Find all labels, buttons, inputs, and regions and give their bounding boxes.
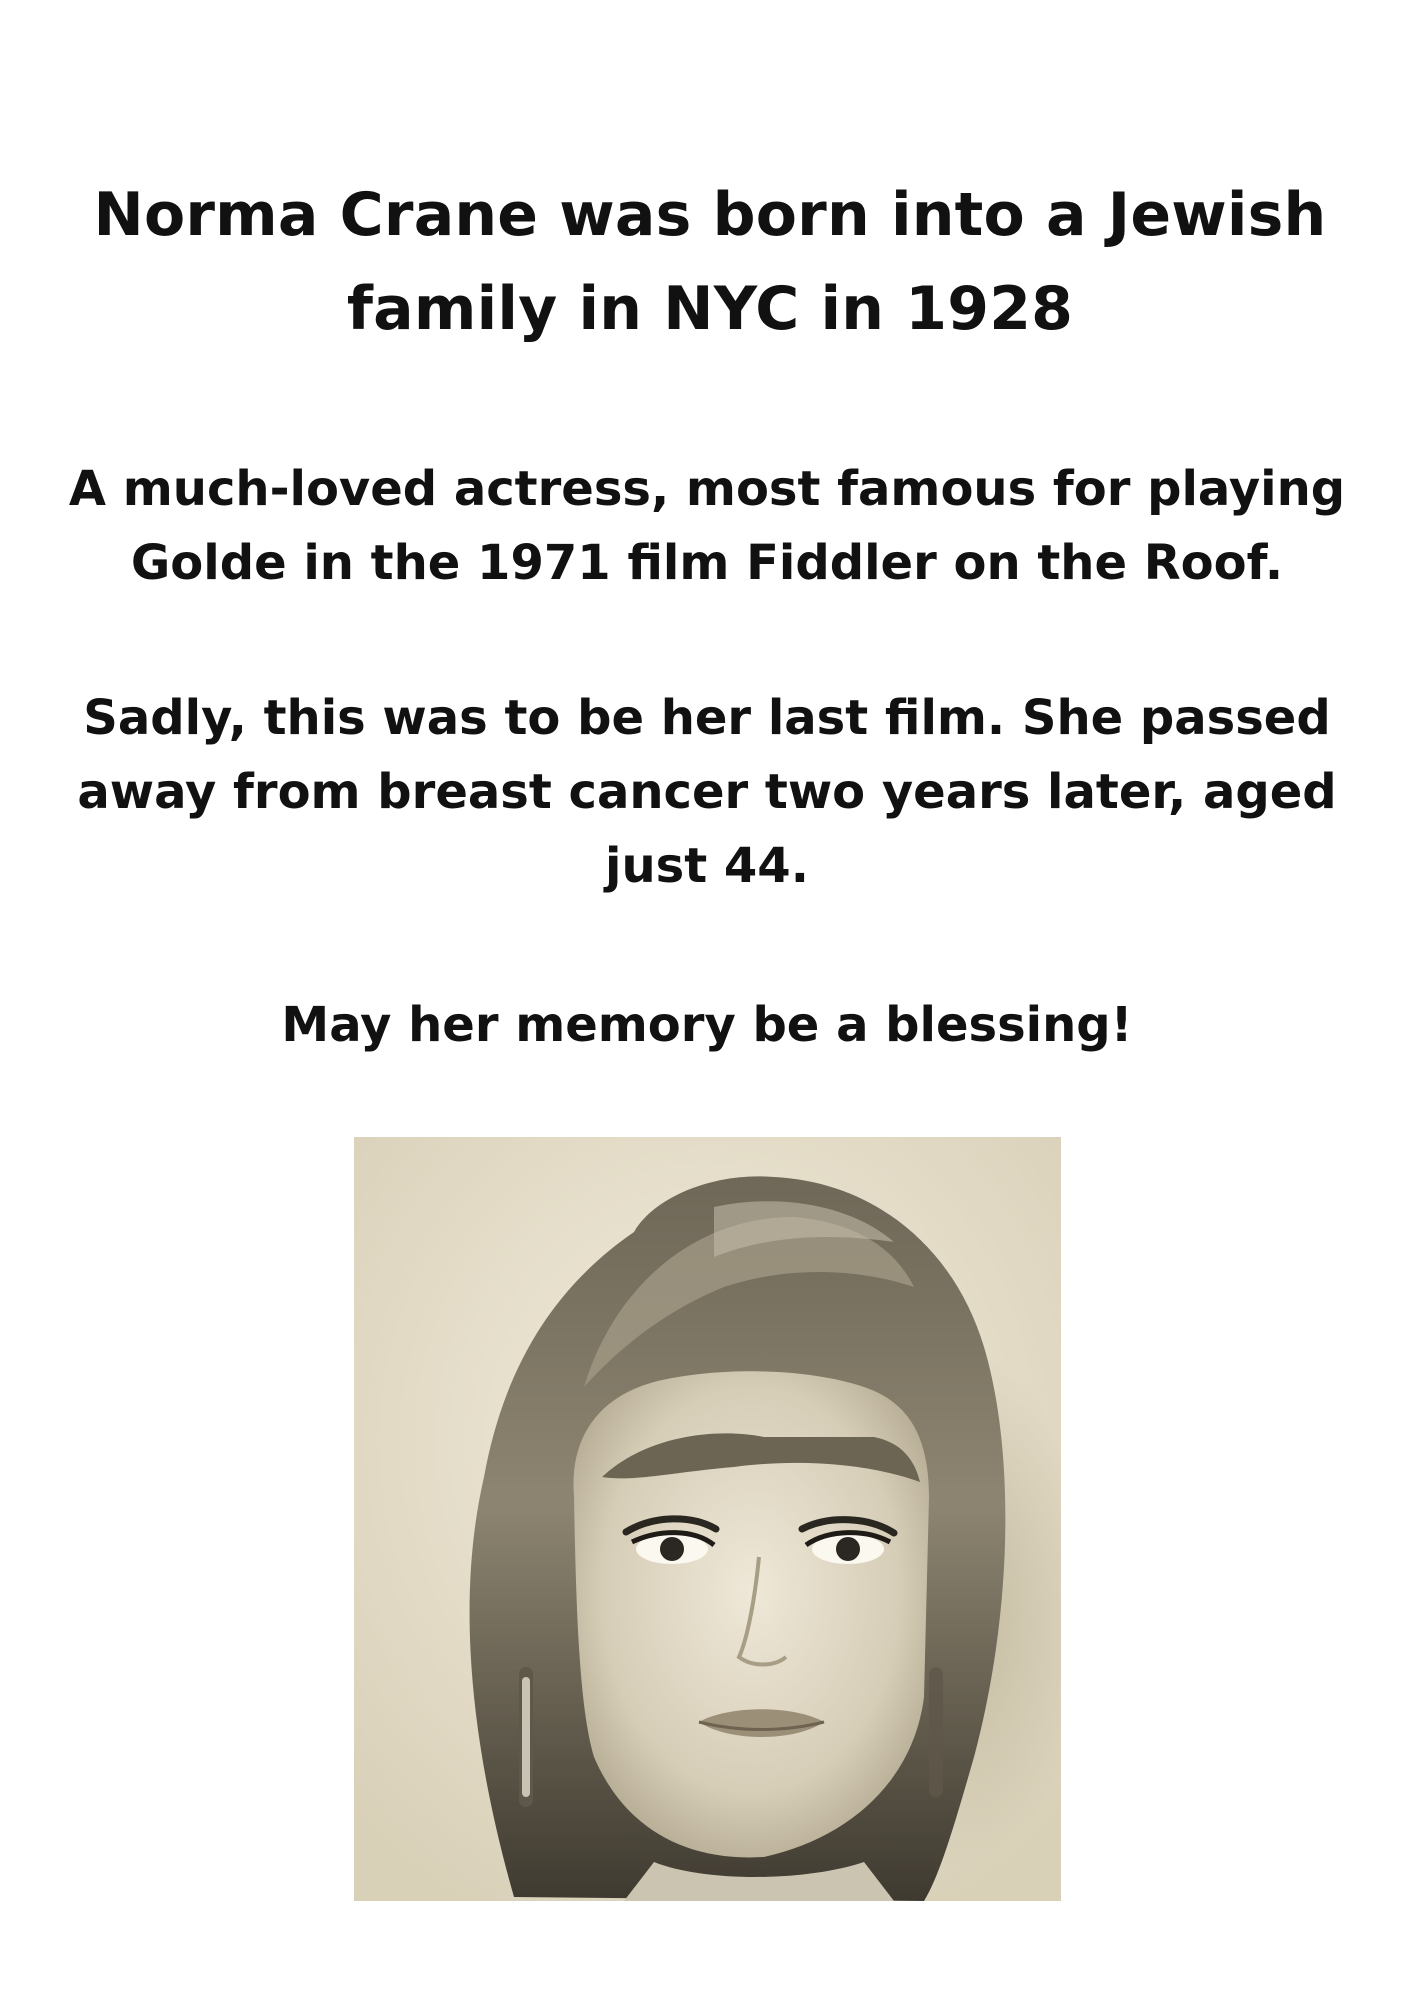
portrait-photo xyxy=(354,1137,1061,1901)
paragraph-blessing-line-1: May her memory be a blessing! xyxy=(281,997,1133,1053)
paragraph-blessing xyxy=(40,988,1374,1062)
paragraph-fame-line-2: Golde in the 1971 film Fiddler on the Roof. xyxy=(130,535,1284,591)
paragraph-fame-line-1: A much-loved actress, most famous for playing xyxy=(68,461,1346,517)
portrait-photo-icon xyxy=(354,1137,1061,1901)
headline-line-2: family in NYC in 1928 xyxy=(346,274,1074,344)
headline xyxy=(60,168,1360,356)
paragraph-passing-line-2: away from breast cancer two years later, aged xyxy=(77,764,1337,820)
paragraph-passing xyxy=(40,681,1374,903)
paragraph-fame xyxy=(40,452,1374,600)
paragraph-passing-line-3: just 44. xyxy=(605,838,809,894)
paragraph-passing-line-1: Sadly, this was to be her last film. She passed xyxy=(83,690,1331,746)
headline-line-1: Norma Crane was born into a Jewish xyxy=(93,180,1327,250)
